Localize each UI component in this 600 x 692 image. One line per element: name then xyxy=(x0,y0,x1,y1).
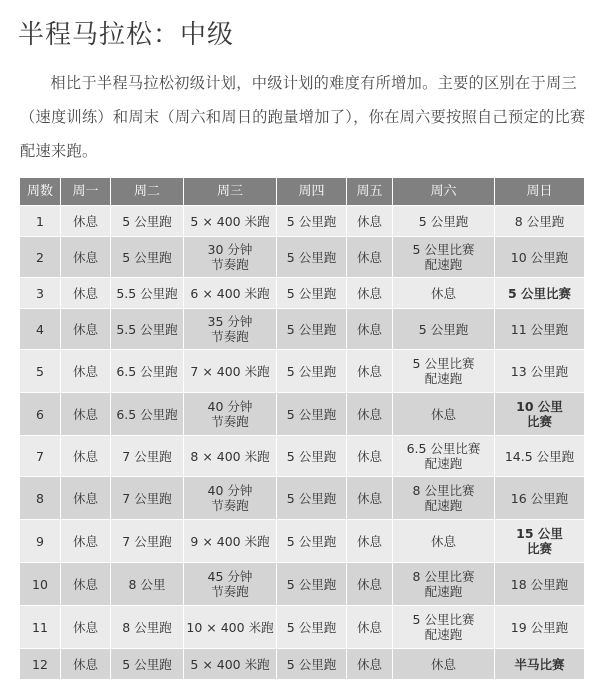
table-cell: 40 分钟 节奏跑 xyxy=(184,393,277,436)
table-cell: 休息 xyxy=(347,278,393,309)
table-cell: 6.5 公里比赛 配速跑 xyxy=(393,436,495,477)
table-cell: 5 公里跑 xyxy=(393,206,495,237)
table-cell: 5 公里跑 xyxy=(111,649,184,680)
table-cell: 7 × 400 米跑 xyxy=(184,350,277,393)
table-row xyxy=(20,436,585,477)
table-cell: 休息 xyxy=(347,206,393,237)
table-cell: 休息 xyxy=(347,393,393,436)
header-wednesday: 周三 xyxy=(184,178,277,206)
table-cell: 休息 xyxy=(393,393,495,436)
table-cell: 半马比赛 xyxy=(495,649,585,680)
table-header-row xyxy=(20,178,585,206)
table-cell: 休息 xyxy=(61,477,111,520)
table-cell: 15 公里 比赛 xyxy=(495,520,585,563)
table-cell: 休息 xyxy=(61,520,111,563)
table-cell: 40 分钟 节奏跑 xyxy=(184,477,277,520)
table-cell: 5 公里跑 xyxy=(277,237,347,278)
header-sunday: 周日 xyxy=(495,178,585,206)
header-thursday: 周四 xyxy=(277,178,347,206)
table-cell: 休息 xyxy=(393,278,495,309)
table-cell: 休息 xyxy=(347,237,393,278)
table-cell: 5 公里比赛 xyxy=(495,278,585,309)
header-monday: 周一 xyxy=(61,178,111,206)
table-row xyxy=(20,309,585,350)
header-saturday: 周六 xyxy=(393,178,495,206)
table-cell: 休息 xyxy=(347,350,393,393)
table-cell: 休息 xyxy=(347,606,393,649)
table-cell: 5 公里跑 xyxy=(277,309,347,350)
week-cell: 8 xyxy=(20,477,61,520)
table-cell: 7 公里跑 xyxy=(111,436,184,477)
table-cell: 休息 xyxy=(61,649,111,680)
table-cell: 5 公里跑 xyxy=(277,649,347,680)
table-cell: 19 公里跑 xyxy=(495,606,585,649)
table-cell: 8 公里 xyxy=(111,563,184,606)
week-cell: 1 xyxy=(20,206,61,237)
table-cell: 休息 xyxy=(61,563,111,606)
week-cell: 3 xyxy=(20,278,61,309)
table-cell: 18 公里跑 xyxy=(495,563,585,606)
table-cell: 5.5 公里跑 xyxy=(111,309,184,350)
table-row xyxy=(20,393,585,436)
table-cell: 5 公里跑 xyxy=(277,393,347,436)
table-cell: 6.5 公里跑 xyxy=(111,350,184,393)
table-row xyxy=(20,206,585,237)
table-cell: 5 公里跑 xyxy=(277,563,347,606)
table-cell: 休息 xyxy=(393,520,495,563)
table-cell: 5 公里跑 xyxy=(277,350,347,393)
table-row xyxy=(20,520,585,563)
table-cell: 9 × 400 米跑 xyxy=(184,520,277,563)
table-cell: 5 公里跑 xyxy=(277,278,347,309)
table-row xyxy=(20,606,585,649)
table-cell: 35 分钟 节奏跑 xyxy=(184,309,277,350)
table-cell: 5 公里跑 xyxy=(277,436,347,477)
table-cell: 休息 xyxy=(61,278,111,309)
table-cell: 11 公里跑 xyxy=(495,309,585,350)
header-tuesday: 周二 xyxy=(111,178,184,206)
table-cell: 休息 xyxy=(347,520,393,563)
table-cell: 8 × 400 米跑 xyxy=(184,436,277,477)
week-cell: 5 xyxy=(20,350,61,393)
table-cell: 5 × 400 米跑 xyxy=(184,206,277,237)
table-cell: 10 × 400 米跑 xyxy=(184,606,277,649)
table-cell: 8 公里比赛 配速跑 xyxy=(393,563,495,606)
table-cell: 休息 xyxy=(61,350,111,393)
week-cell: 2 xyxy=(20,237,61,278)
table-cell: 5 公里比赛 配速跑 xyxy=(393,606,495,649)
table-cell: 5 公里比赛 配速跑 xyxy=(393,350,495,393)
table-cell: 休息 xyxy=(347,477,393,520)
table-cell: 16 公里跑 xyxy=(495,477,585,520)
table-cell: 5 公里比赛 配速跑 xyxy=(393,237,495,278)
table-cell: 10 公里 比赛 xyxy=(495,393,585,436)
table-cell: 休息 xyxy=(61,393,111,436)
table-cell: 8 公里跑 xyxy=(495,206,585,237)
table-cell: 5 公里跑 xyxy=(111,237,184,278)
table-cell: 30 分钟 节奏跑 xyxy=(184,237,277,278)
week-cell: 10 xyxy=(20,563,61,606)
table-cell: 8 公里比赛 配速跑 xyxy=(393,477,495,520)
table-cell: 45 分钟 节奏跑 xyxy=(184,563,277,606)
table-cell: 休息 xyxy=(347,436,393,477)
table-cell: 5 公里跑 xyxy=(277,206,347,237)
table-row xyxy=(20,237,585,278)
table-cell: 休息 xyxy=(61,309,111,350)
training-plan-table xyxy=(19,177,585,680)
header-friday: 周五 xyxy=(347,178,393,206)
table-cell: 6 × 400 米跑 xyxy=(184,278,277,309)
table-cell: 休息 xyxy=(347,309,393,350)
table-cell: 7 公里跑 xyxy=(111,477,184,520)
table-row xyxy=(20,350,585,393)
table-cell: 7 公里跑 xyxy=(111,520,184,563)
table-row xyxy=(20,649,585,680)
week-cell: 12 xyxy=(20,649,61,680)
intro-text: 相比于半程马拉松初级计划，中级计划的难度有所增加。主要的区别在于周三（速度训练）和周末（周六和周日的跑量增加了），你在周六要按照自己预定的比赛配速来跑。 xyxy=(20,74,586,160)
table-cell: 休息 xyxy=(347,649,393,680)
week-cell: 6 xyxy=(20,393,61,436)
table-cell: 5 公里跑 xyxy=(277,606,347,649)
week-cell: 11 xyxy=(20,606,61,649)
table-cell: 5 × 400 米跑 xyxy=(184,649,277,680)
intro-paragraph xyxy=(20,66,586,168)
page-title: 半程马拉松：中级 xyxy=(18,20,235,50)
table-cell: 5 公里跑 xyxy=(111,206,184,237)
table-cell: 休息 xyxy=(61,436,111,477)
table-cell: 休息 xyxy=(393,649,495,680)
table-cell: 14.5 公里跑 xyxy=(495,436,585,477)
table-cell: 休息 xyxy=(61,606,111,649)
table-cell: 8 公里跑 xyxy=(111,606,184,649)
header-week: 周数 xyxy=(20,178,61,206)
week-cell: 4 xyxy=(20,309,61,350)
table-cell: 休息 xyxy=(347,563,393,606)
table-cell: 5 公里跑 xyxy=(393,309,495,350)
table-cell: 5 公里跑 xyxy=(277,520,347,563)
table-cell: 13 公里跑 xyxy=(495,350,585,393)
table-row xyxy=(20,563,585,606)
table-row xyxy=(20,278,585,309)
table-cell: 6.5 公里跑 xyxy=(111,393,184,436)
table-cell: 10 公里跑 xyxy=(495,237,585,278)
table-cell: 5.5 公里跑 xyxy=(111,278,184,309)
table-cell: 5 公里跑 xyxy=(277,477,347,520)
table-cell: 休息 xyxy=(61,206,111,237)
table-cell: 休息 xyxy=(61,237,111,278)
table-row xyxy=(20,477,585,520)
week-cell: 9 xyxy=(20,520,61,563)
week-cell: 7 xyxy=(20,436,61,477)
